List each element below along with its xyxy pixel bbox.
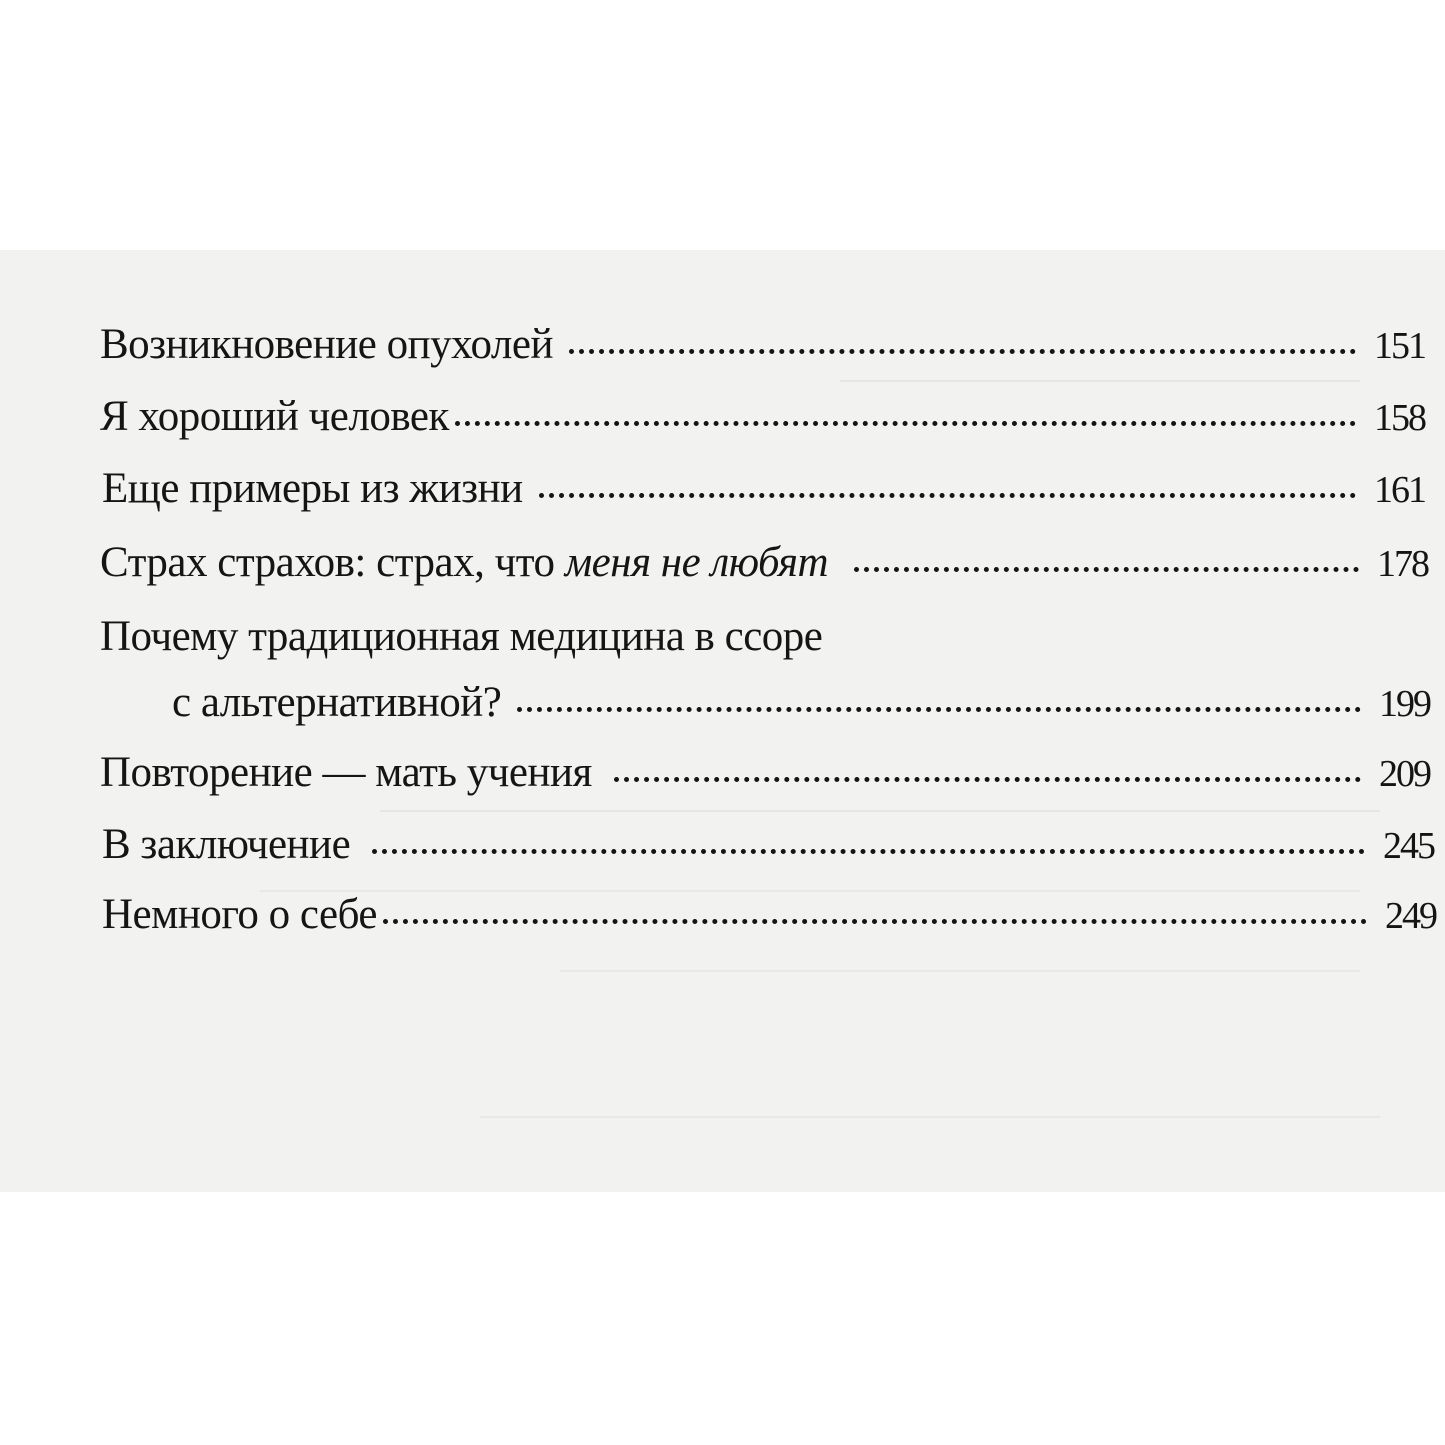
- toc-entry-title: Еще примеры из жизни: [102, 465, 523, 512]
- toc-entry: [172, 678, 1430, 727]
- book-page-scan: [0, 250, 1445, 1192]
- toc-entry-title: Повторение — мать учения: [100, 749, 592, 796]
- toc-entry-title-line2: с альтернативной?: [172, 679, 502, 726]
- dot-leader: [383, 919, 1367, 924]
- dot-leader: [455, 421, 1356, 426]
- toc-page-number: 249: [1385, 895, 1436, 937]
- toc-entry-title-italic: меня не любят: [564, 539, 829, 586]
- toc-page-number: 245: [1383, 825, 1434, 867]
- dot-leader: [569, 349, 1356, 354]
- toc-entry: [100, 538, 1428, 587]
- dot-leader: [614, 777, 1361, 782]
- toc-entry: [102, 464, 1425, 513]
- toc-entry-title: Немного о себе: [102, 891, 378, 938]
- toc-page-number: 199: [1379, 683, 1430, 725]
- table-of-contents: [0, 250, 1445, 1192]
- dot-leader: [539, 493, 1356, 498]
- toc-entry-title: Я хороший человек: [100, 393, 449, 440]
- toc-page-number: 161: [1374, 469, 1425, 511]
- dot-leader: [517, 707, 1361, 712]
- toc-entry: [102, 890, 1436, 939]
- toc-entry: [102, 820, 1434, 869]
- toc-page-number: 209: [1379, 753, 1430, 795]
- toc-page-number: 151: [1374, 325, 1425, 367]
- toc-entry: [100, 748, 1430, 797]
- toc-entry: [100, 392, 1425, 441]
- toc-page-number: 178: [1377, 543, 1428, 585]
- toc-entry: [100, 320, 1425, 369]
- toc-page-number: 158: [1374, 397, 1425, 439]
- dot-leader: [372, 849, 1365, 854]
- dot-leader: [854, 567, 1359, 572]
- toc-entry-title: Возникновение опухолей: [100, 321, 553, 368]
- toc-entry-title-plain: Страх страхов: страх, что: [100, 539, 565, 586]
- toc-entry-title-line1: Почему традиционная медицина в ссоре: [100, 613, 823, 660]
- toc-entry-title: В заключение: [102, 821, 351, 868]
- toc-entry-title: [100, 538, 828, 587]
